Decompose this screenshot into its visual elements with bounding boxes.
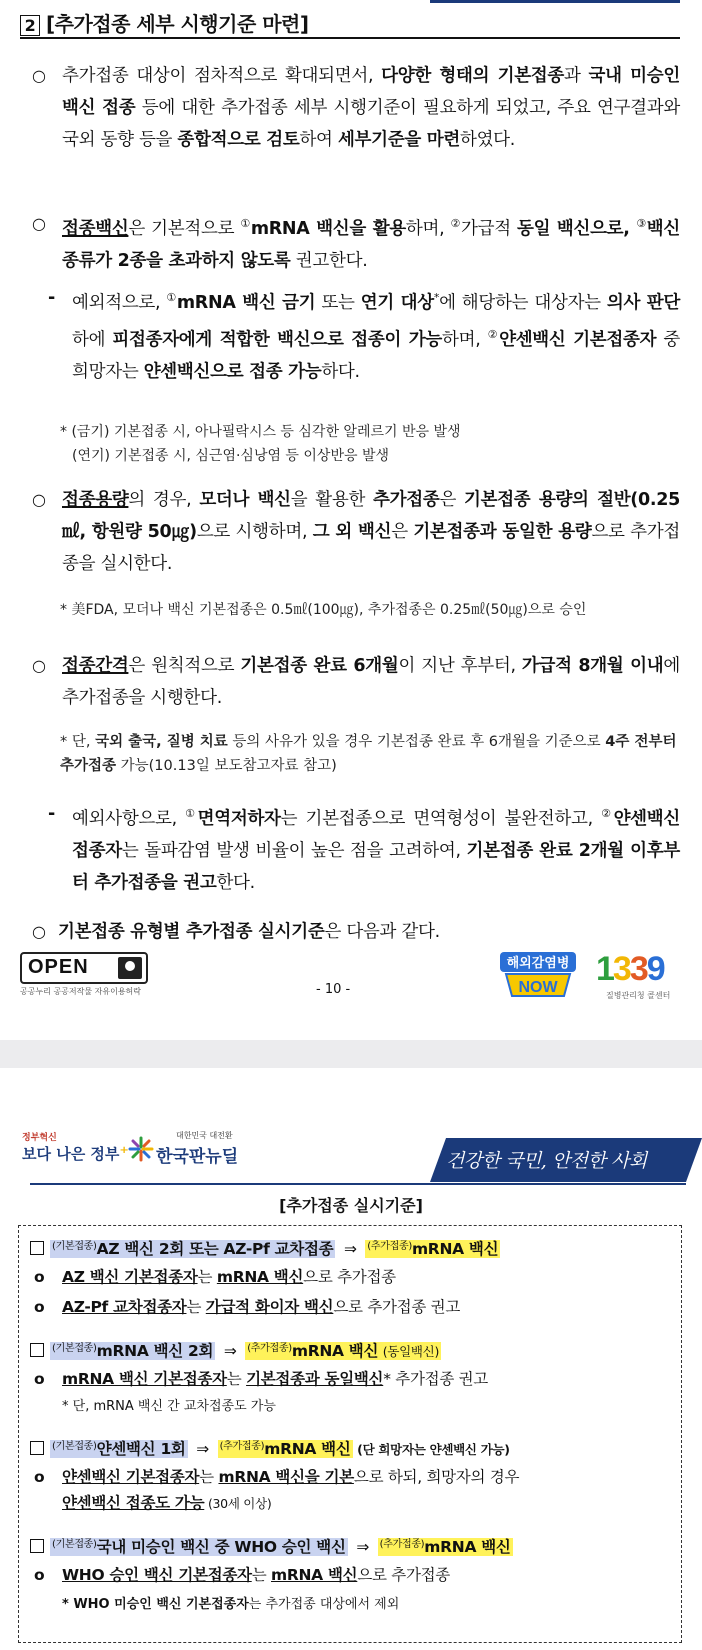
criteria-group-3-item-1-cont: 얀센백신 접종도 가능 (30세 이상) <box>62 1494 272 1512</box>
gov-innovation-logo: 정부혁신 보다 나은 정부⁺ <box>22 1133 129 1164</box>
criteria-group-1-header: $^{(기본접종)}$AZ 백신 2회 또는 AZ-Pf 교차접종 ⇒ $^{(추가접종)}$mRNA 백신 <box>30 1234 500 1262</box>
open-license-logo: OPEN <box>20 952 148 984</box>
person-icon <box>118 957 142 979</box>
criteria-group-1-item-2: o AZ-Pf 교차접종자는 가급적 화이자 백신으로 추가접종 권고 <box>34 1298 460 1316</box>
page-gap <box>0 1040 702 1068</box>
paragraph-4: ○ 접종간격은 원칙적으로 기본접종 완료 6개월이 지난 후부터, 가급적 8개월 이내에 추가접종을 시행한다. <box>32 656 680 708</box>
footnote-2: * 美FDA, 모더나 백신 기본접종은 0.5㎖(100㎍), 추가접종은 0.25㎖(50㎍)으로 승인 <box>60 602 587 618</box>
checkbox-icon <box>30 1241 44 1255</box>
hotline-1339-logo: 1339 <box>596 950 664 988</box>
criteria-group-4-header: $^{(기본접종)}$국내 미승인 백신 중 WHO 승인 백신 ⇒ $^{(추가접종)}$mRNA 백신 <box>30 1532 513 1560</box>
hotline-caption: 질병관리청 콜센터 <box>606 991 671 1000</box>
paragraph-3: ○ 접종용량의 경우, 모더나 백신을 활용한 추가접종은 기본접종 용량의 절반(0.25㎖, 항원량 50㎍)으로 시행하며, 그 외 백신은 기본접종과 동일한 용량으로 추가접종을 실시한다. <box>32 490 680 574</box>
footnote-1: * (금기) 기본접종 시, 아나필락시스 등 심각한 알레르기 반응 발생 (연기) 기본접종 시, 심근염·심낭염 등 이상반응 발생 <box>60 424 461 464</box>
paragraph-1: ○ 추가접종 대상이 점차적으로 확대되면서, 다양한 형태의 기본접종과 국내 미승인 백신 접종 등에 대한 추가접종 세부 시행기준이 필요하게 되었고, 주요 연구결과와 국외 동향 등을 종합적으로 검토하여 세부기준을 마련하였다. <box>32 66 680 150</box>
footnote-3: * 단, 국외 출국, 질병 치료 등의 사유가 있을 경우 기본접종 완료 후 6개월을 기준으로 4주 전부터 추가접종 가능(10.13일 보도참고자료 참고) <box>60 734 677 774</box>
criteria-group-3-item-1: o 얀센백신 기본접종자는 mRNA 백신을 기본으로 하되, 희망자의 경우 <box>34 1468 520 1486</box>
new-deal-star-icon <box>128 1136 154 1162</box>
svg-text:NOW: NOW <box>518 979 558 996</box>
top-rule <box>430 0 680 3</box>
criteria-group-4-item-1: o WHO 승인 백신 기본접종자는 mRNA 백신으로 추가접종 <box>34 1566 450 1584</box>
section-title-underline <box>20 37 680 39</box>
section-title: 2 [추가접종 세부 시행기준 마련] <box>20 8 309 37</box>
open-license-caption: 공공누리 공공저작물 자유이용허락 <box>20 987 142 996</box>
paragraph-5: ○ 기본접종 유형별 추가접종 실시기준은 다음과 같다. <box>32 922 440 942</box>
dash-item-1: - 예외적으로, ①mRNA 백신 금기 또는 연기 대상*에 해당하는 대상자는 의사 판단 하에 피접종자에게 적합한 백신으로 접종이 가능하며, ②얀센백신 기본접종자 중 희망자는 얀센백신으로 접종 가능하다. <box>48 288 681 382</box>
checkbox-icon <box>30 1441 44 1455</box>
checkbox-icon <box>30 1343 44 1357</box>
paragraph-2: ○ 접종백신은 기본적으로 ①mRNA 백신을 활용하며, ②가급적 동일 백신으로, ③백신 종류가 2종을 초과하지 않도록 권고한다. <box>32 214 680 271</box>
criteria-title: [추가접종 실시기준] <box>279 1196 423 1215</box>
checkbox-icon <box>30 1539 44 1553</box>
section-number: 2 <box>20 15 40 36</box>
criteria-group-2-item-1: o mRNA 백신 기본접종자는 기본접종과 동일백신* 추가접종 권고 <box>34 1370 488 1388</box>
slogan-text: 건강한 국민, 안전한 사회 <box>446 1150 647 1172</box>
svg-text:해외감염병: 해외감염병 <box>506 956 570 971</box>
criteria-group-4-note: * WHO 미승인 백신 기본접종자는 추가접종 대상에서 제외 <box>62 1597 400 1612</box>
overseas-infection-now-logo <box>498 946 578 998</box>
header-rule <box>30 1183 686 1185</box>
criteria-group-1-item-1: o AZ 백신 기본접종자는 mRNA 백신으로 추가접종 <box>34 1268 396 1286</box>
page-number: - 10 - <box>316 982 351 997</box>
criteria-group-2-header: $^{(기본접종)}$mRNA 백신 2회 ⇒ $^{(추가접종)}$mRNA 백신 (동일백신) <box>30 1336 441 1365</box>
criteria-group-3-header: $^{(기본접종)}$얀센백신 1회 ⇒ $^{(추가접종)}$mRNA 백신 (단 희망자는 얀센백신 가능) <box>30 1434 510 1463</box>
dash-item-2: - 예외사항으로, ①면역저하자는 기본접종으로 면역형성이 불완전하고, ②얀센백신 접종자는 돌파감염 발생 비율이 높은 점을 고려하여, 기본접종 완료 2개월 이후부터 추가접종을 권고한다. <box>48 804 680 893</box>
criteria-group-2-note: * 단, mRNA 백신 간 교차접종도 가능 <box>62 1399 276 1414</box>
